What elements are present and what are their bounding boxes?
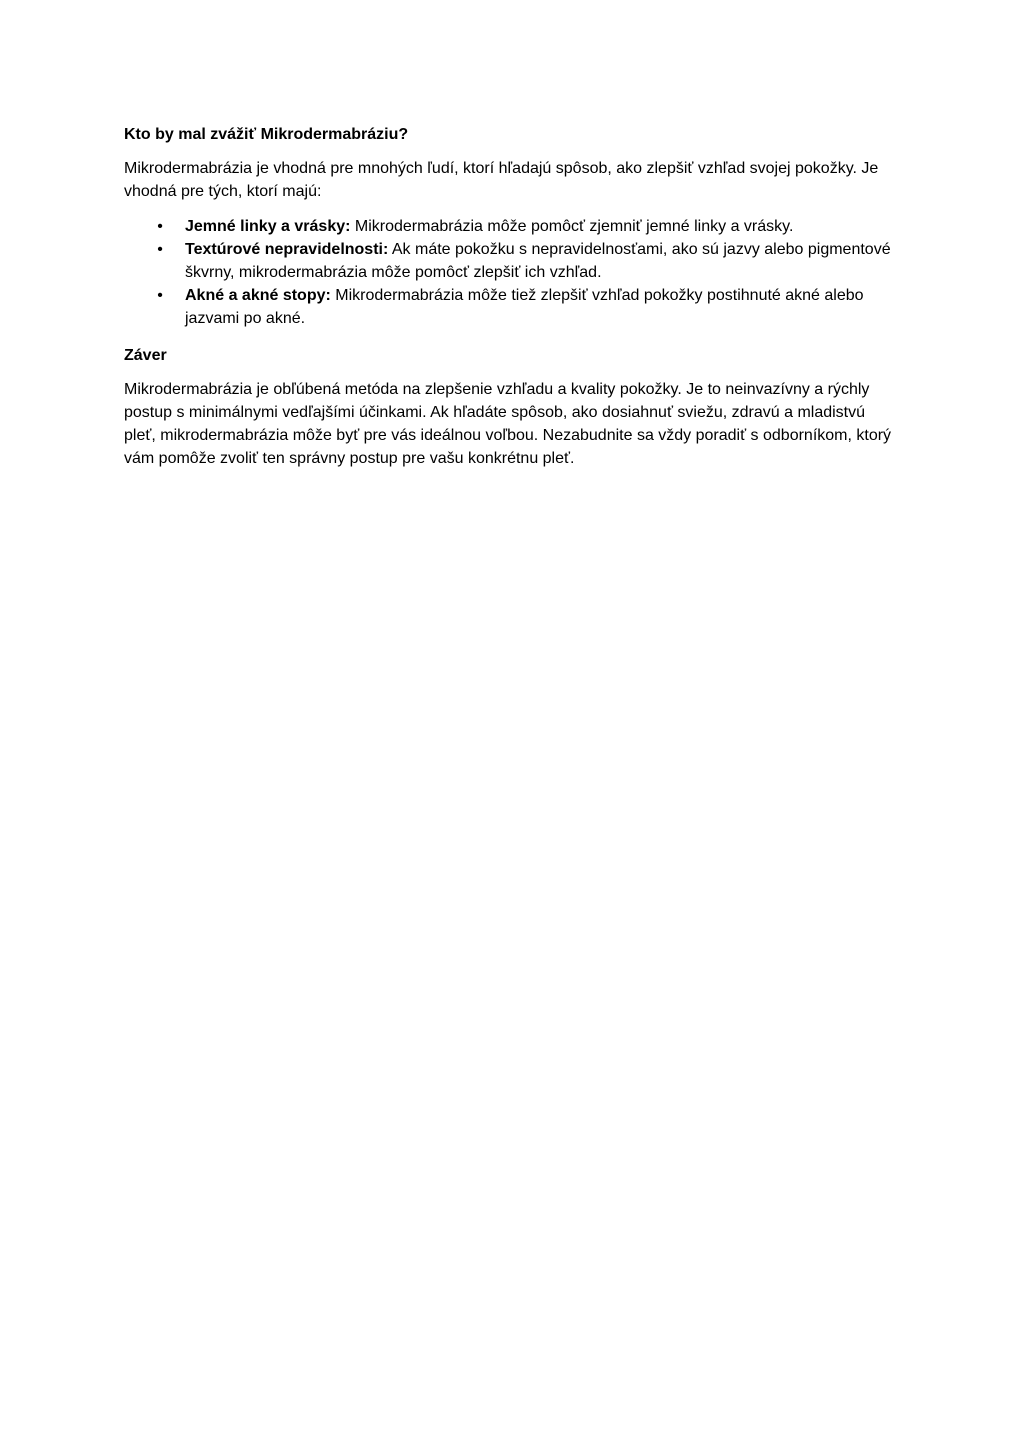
- bullet-icon: •: [157, 241, 163, 258]
- conclusion-paragraph: Mikrodermabrázia je obľúbená metóda na zlepšenie vzhľadu a kvality pokožky. Je to neinvazívny a rýchly postup s minimálnymi vedľajšími účinkami. Ak hľadáte spôsob, ako dosiahnuť sviežu, zdravú a mladistvú pleť, mikrodermabrázia môže byť pre vás ideálnou voľbou. Nezabudnite sa vždy poradiť s odborníkom, ktorý vám pomôže zvoliť ten správny postup pre vašu konkrétnu pleť.: [124, 381, 892, 467]
- document-content: [124, 123, 899, 470]
- list-item-text: Ak máte pokožku s nepravidelnosťami, ako sú jazvy alebo pigmentové škvrny, mikrodermabrázia môže pomôcť zlepšiť ich vzhľad.: [185, 241, 891, 281]
- list-item-text: Mikrodermabrázia môže tiež zlepšiť vzhľad pokožky postihnuté akné alebo jazvami po akné.: [185, 287, 864, 327]
- list-item: [124, 284, 899, 330]
- list-item: [124, 238, 899, 284]
- list-item-text: Mikrodermabrázia môže pomôcť zjemniť jemné linky a vrásky.: [350, 218, 794, 235]
- list-item-label: Textúrové nepravidelnosti:: [185, 241, 389, 258]
- conditions-list: [124, 215, 899, 330]
- intro-paragraph: Mikrodermabrázia je vhodná pre mnohých ľudí, ktorí hľadajú spôsob, ako zlepšiť vzhľad svojej pokožky. Je vhodná pre tých, ktorí majú:: [124, 160, 879, 200]
- bullet-icon: •: [157, 287, 163, 304]
- bullet-icon: •: [157, 218, 163, 235]
- list-item: [124, 215, 899, 238]
- list-item-label: Jemné linky a vrásky:: [185, 218, 351, 235]
- section-heading-conclusion: Záver: [124, 347, 167, 364]
- section-heading-who: Kto by mal zvážiť Mikrodermabráziu?: [124, 126, 409, 143]
- list-item-label: Akné a akné stopy:: [185, 287, 331, 304]
